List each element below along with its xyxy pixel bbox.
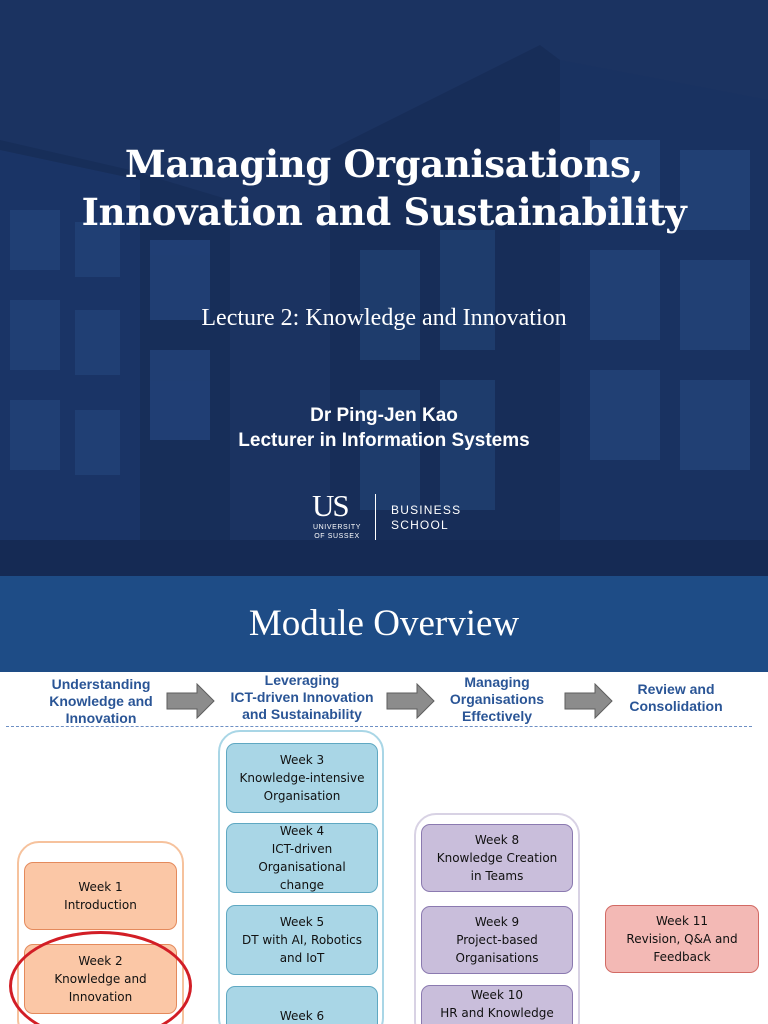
week-11-topic-line-1: Revision, Q&A and: [626, 932, 738, 946]
phase-managing: [436, 674, 558, 725]
week-6-label: Week 6: [279, 1009, 325, 1023]
logo-school-line-1: BUSINESS: [391, 503, 462, 517]
phase-4-line-2: Consolidation: [629, 698, 723, 714]
title-line-2: Innovation and Sustainability: [81, 190, 687, 234]
module-overview-slide: [0, 576, 768, 1024]
logo-university-line-1: UNIVERSITY: [312, 524, 361, 531]
presenter-name: Dr Ping-Jen Kao: [310, 405, 458, 426]
week-5-topic-line-2: and IoT: [279, 951, 325, 965]
logo-university-line-2: OF SUSSEX: [314, 533, 360, 540]
logo-school-line-2: SCHOOL: [391, 518, 449, 532]
university-logo: [308, 488, 468, 544]
week-11-box: [605, 905, 759, 973]
presenter-role: Lecturer in Information Systems: [238, 430, 530, 451]
presentation-title: [0, 140, 768, 236]
week-3-label: Week 3: [279, 753, 325, 767]
week-3-topic-line-2: Organisation: [263, 789, 341, 803]
week-9-label: Week 9: [474, 915, 520, 929]
slide-title: Module Overview: [248, 603, 520, 644]
phase-leveraging: [215, 672, 389, 723]
week-5-topic-line-1: DT with AI, Robotics: [241, 933, 363, 947]
logo-divider: [375, 494, 376, 540]
arrow-right-icon: [564, 683, 614, 719]
slide-header: [0, 576, 768, 672]
week-2-topic-line-1: Knowledge and: [54, 972, 147, 986]
arrow-right-icon: [166, 683, 216, 719]
week-1-label: Week 1: [78, 880, 123, 894]
arrow-right-icon: [386, 683, 436, 719]
phase-3-line-3: Effectively: [461, 708, 533, 724]
phase-2-line-1: Leveraging: [264, 672, 340, 688]
week-8-topic-line-2: in Teams: [470, 869, 524, 883]
week-10-box: [421, 985, 573, 1024]
phase-1-line-3: Innovation: [65, 710, 137, 726]
week-2-label: Week 2: [78, 954, 123, 968]
week-5-label: Week 5: [279, 915, 325, 929]
week-1-box: [24, 862, 177, 930]
logo-school-name: [391, 503, 461, 533]
week-5-box: [226, 905, 378, 975]
logo-university-name: [308, 523, 366, 541]
week-9-topic-line-1: Project-based: [456, 933, 538, 947]
phase-2-line-3: and Sustainability: [242, 706, 362, 722]
week-3-topic-line-1: Knowledge-intensive: [239, 771, 365, 785]
week-6-box: [226, 986, 378, 1024]
phase-4-line-1: Review and: [637, 681, 715, 697]
week-4-topic-line-1: ICT-driven: [271, 842, 333, 856]
phase-review: [615, 681, 737, 715]
week-11-topic-line-2: Feedback: [653, 950, 711, 964]
week-9-box: [421, 906, 573, 974]
title-line-1: Managing Organisations,: [124, 142, 644, 186]
phase-understanding: [40, 676, 162, 727]
week-11-label: Week 11: [656, 914, 708, 928]
week-10-topic-line-1: HR and Knowledge: [440, 1006, 554, 1020]
week-2-topic-line-2: Innovation: [68, 990, 133, 1004]
phase-3-line-1: Managing: [464, 674, 530, 690]
phase-2-line-2: ICT-driven Innovation: [230, 689, 374, 705]
week-4-box: [226, 823, 378, 893]
week-4-label: Week 4: [279, 824, 325, 838]
week-4-topic-line-2: Organisational: [258, 860, 346, 874]
presenter-block: [0, 403, 768, 453]
lecture-subtitle: Lecture 2: Knowledge and Innovation: [201, 305, 567, 331]
week-1-topic: Introduction: [64, 898, 137, 912]
phase-3-line-2: Organisations: [449, 691, 545, 707]
phase-1-line-1: Understanding: [51, 676, 151, 692]
logo-us-mark: US: [312, 488, 348, 523]
week-3-box: [226, 743, 378, 813]
week-9-topic-line-2: Organisations: [455, 951, 539, 965]
week-8-topic-line-1: Knowledge Creation: [436, 851, 558, 865]
week-4-topic-line-3: change: [279, 878, 325, 892]
phase-1-line-2: Knowledge and: [49, 693, 153, 709]
week-10-label: Week 10: [471, 988, 523, 1002]
week-8-box: [421, 824, 573, 892]
phase-divider-line: [6, 726, 752, 727]
week-8-label: Week 8: [474, 833, 520, 847]
